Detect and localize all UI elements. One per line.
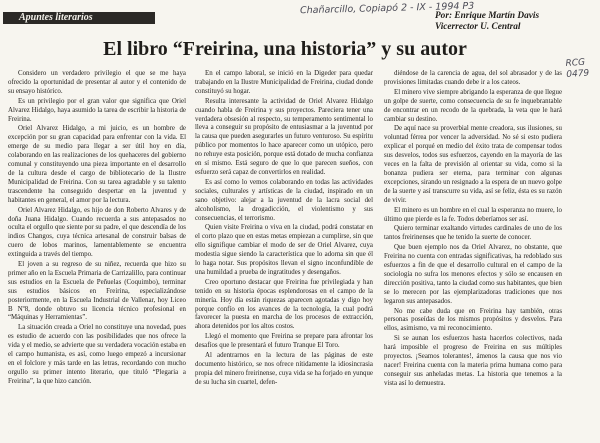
paragraph: Llegó el momento que Freirina se prepare para afrontar los desafíos que le presentará el futuro Tranque El Toro. <box>195 333 373 350</box>
paragraph: Es así como lo vemos colaborando en todas las actividades sociales, culturales y artísticas de la ciudad, inspirado en un sano objetivo: alejar a la juventud de la lacra social del alcoholismo, la drogadicción, el violentismo y sus consecuencias, el terrorismo. <box>195 178 373 222</box>
paragraph: Es un privilegio por el gran valor que significa que Oriel Alvarez Hidalgo, haya asumido la tarea de escribir la historia de Freirina. <box>8 97 186 123</box>
paragraph: El minero vive siempre abrigando la esperanza de que llegue un golpe de suerte, como consecuencia de su fe inquebrantable de encontrar en un recodo de la quebrada, la veta que le hará cambiar su destino. <box>384 88 562 123</box>
byline <box>435 11 585 33</box>
handwritten-archive-code: RCG 0479 <box>565 57 590 81</box>
article-column-3 <box>384 70 562 390</box>
paragraph: El minero es un hombre en el cual la esperanza no muere, lo último que pierde es la fe. Todos deberíamos ser así. <box>384 206 562 223</box>
section-tag: Apuntes literarios <box>3 12 155 24</box>
paragraph: El joven a su regreso de su niñez, recuerda que hizo su primer año en la Escuela Primaria de Carrizalillo, para continuar sus estudios en la Escuela de Peñuelas (Coquimbo), terminar sus estudios básicos en Freirina, especializándose posteriormente, en la Escuela Industrial de Vallenar, hoy Liceo B Nº8, donde obtuvo su licencia técnico profesional en “Máquinas y Herramientas”. <box>8 261 186 322</box>
byline-title: Vicerrector U. Central <box>435 22 521 32</box>
paragraph: La situación creada a Oriel no constituye una novedad, pues es estudio de acuerdo con las posibilidades que nos ofrece la vida y el medio, se advierte que su verdadera vocación estaba en el campo humanista, es así, como luego empezó a incursionar en el folclore y más tarde en las letras, recordando con mucho orgullo su primer intento literario, que tituló “Plegaria a Freirina”, la que hizo canción. <box>8 324 186 385</box>
paragraph: No me cabe duda que en Freirina hay también, otras personas poseídas de los mismos propósitos y desvelos. Para ellos, asimismo, va mi reconocimiento. <box>384 307 562 333</box>
paragraph: Si se aunan los esfuerzos hasta hacerlos colectivos, nada hará imposible el progreso de Freirina en sus múltiples proyectos. ¡Seamos tolerantes!, ámenos la causa que nos vio nacer! Freirina cuenta con la materia prima humana como para conseguir sus anheladas metas. La historia que tenemos a la vista así lo demuestra. <box>384 335 562 387</box>
paragraph: Que buen ejemplo nos da Oriel Alvarez, no obstante, que Freirina no cuenta con entradas significativas, ha redoblado sus esfuerzos a fin de que el desarrollo cultural en el campo de la sociología no sufra los menores efectos y sólo se encausen en dirección positiva, tanto la ciudad como sus habitantes, que bien se lo merecen por las ejemplarizadoras tradiciones que nos legaron sus antepasados. <box>384 244 562 305</box>
byline-author: Por: Enrique Martín Davis <box>435 11 540 21</box>
article-column-1 <box>8 70 186 388</box>
paragraph: diéndose de la carencia de agua, del sol abrasador y de las provisiones limitadas cuando debe ir a los cateos. <box>384 70 562 86</box>
paragraph: En el campo laboral, se inició en la Digeder para quedar trabajando en la Ilustre Municipalidad de Freirina, ciudad donde constituyó su hogar. <box>195 70 373 95</box>
handwritten-date-note: Chañarcillo, Copiapó 2 - IX - 1994 P3 <box>299 0 475 17</box>
paragraph: De aquí nace su proverbial mente creadora, sus ilusiones, su voluntad férrea por vencer la adversidad. No sé si esto pudiera explicar el porqué en medio del éxito trata de compensar todos sus desvelos, todos sus esfuerzos, cayendo en la mayoría de las veces en la falta de previsión al orientar su vida, como si la bonanza pudiera ser eterna, para terminar con algunas excepciones, sirando un resignado a la espera de un nuevo golpe de la suerte y así transcurre su vida, así se feliz, ésta es su razón de vivir. <box>384 125 562 204</box>
paragraph: Oriel Alvarez Hidalgo, a mi juicio, es un hombre de excepción por su gran capacidad para enfrentar con la vida. El emerge de su medio para llegar a ser útil hoy en día, colaborando en las realizaciones de los quehaceres del gobierno comunal y constituyendo una pieza importante en el desarrollo de la cultura desde el cargo de bibliotecario de la Ilustre Municipalidad de Freirina. Con su tarea agradable y su talento trascendente ha conseguido despertar en la juventud y habitantes en general, el amor por la lectura. <box>8 125 186 204</box>
article-headline: El libro “Freirina, una historia” y su autor <box>103 38 467 60</box>
paragraph: Quiero terminar exaltando virtudes cardinales de uno de los tantos freirinenses que he tenido la suerte de conocer. <box>384 225 562 242</box>
paragraph: Considero un verdadero privilegio el que se me haya ofrecido la oportunidad de presentar al autor y el contenido de su ensayo histórico. <box>8 70 186 95</box>
paragraph: Creo oportuno destacar que Freirina fue privilegiada y han tenido en su historia épocas esplendorosas en el campo de la minería. Hoy día están riquezas aparecen agotadas y digo hoy porque confío en los avances de la tecnología, la cual podrá favorecer la puesta en marcha de los procesos de extracción, ahora detenidos por los altos costos. <box>195 278 373 331</box>
paragraph: Quien visite Freirina o viva en la ciudad, podrá constatar en el corto plazo que en estas metas empiezan a cumplirse, sin que ello signifique cambiar el modo de ser de Oriel Alvarez, cuya modestia sigue siendo la característica que lo adorna sin que él lo haga notar. Sus propósitos llevan el signo inconfundible de una humildad a prueba de ingratitudes y desengaños. <box>195 224 373 276</box>
article-column-2 <box>195 70 373 389</box>
paragraph: Oriel Alvarez Hidalgo, es hijo de don Roberto Alvares y de doña Juana Hidalgo. Cuando recuerda a sus antepasados no oculta el orgullo que siente por su padre, el que descendía de los indios Changos, cuya técnica artesanal de construir balsas de cuero de lobos marinos, lamentablemente se encuentra extinguida a través del tiempo. <box>8 206 186 259</box>
paragraph: Resulta interesante la actividad de Oriel Alvarez Hidalgo cuando habla de Freirina y sus proyectos. Pareciera tener una verdadera obsesión al respecto, su temperamento sentimental lo lleva a conseguir su propósito de entusiasmar a la juventud por la causa que pueden asegurarles un futuro venturoso. Su espíritu público por momentos lo hace aparecer como un utópico, pero no rehuye esta posición, porque está dotado de mucha confianza en sí mismo. Está seguro de que lo que parecen sueños, con esfuerzo será capaz de convertirlos en realidad. <box>195 97 373 176</box>
paragraph: Al adentrarnos en la lectura de las páginas de este documento histórico, se nos ofrece nítidamente la idiosincrasia propia del minero freirinense, cuya vida se ha forjado en yunque de su lucha sin cuartel, defen- <box>195 352 373 386</box>
